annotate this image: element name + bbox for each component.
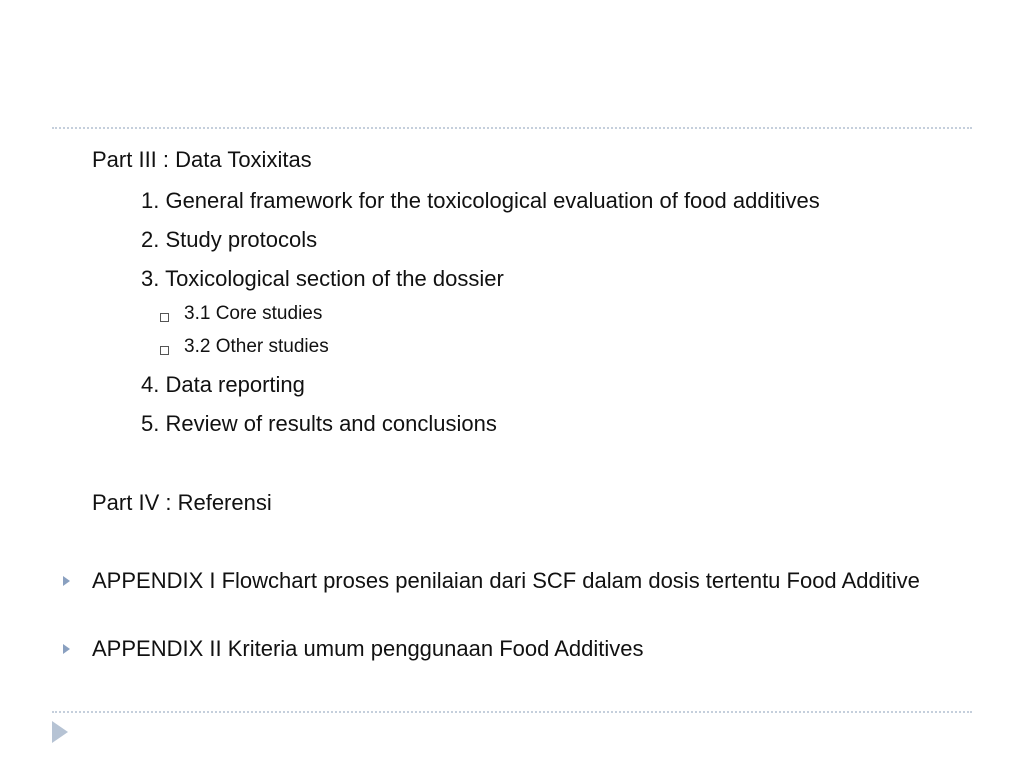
sub-item-3-2: 3.2 Other studies (184, 336, 329, 357)
appendix-2: APPENDIX II Kriteria umum penggunaan Food Additives (92, 636, 644, 661)
bottom-dotted-divider (52, 711, 972, 713)
play-icon[interactable] (52, 721, 68, 743)
top-dotted-divider (52, 127, 972, 129)
square-outline-icon (160, 346, 169, 355)
appendix-1: APPENDIX I Flowchart proses penilaian dari SCF dalam dosis tertentu Food Additive (92, 568, 920, 593)
triangle-right-icon (63, 644, 70, 654)
part-4-heading: Part IV : Referensi (92, 490, 272, 515)
list-item-5: 5. Review of results and conclusions (141, 411, 497, 436)
triangle-right-icon (63, 576, 70, 586)
part-3-heading: Part III : Data Toxixitas (92, 147, 312, 172)
list-item-2: 2. Study protocols (141, 227, 318, 252)
sub-item-3-1: 3.1 Core studies (184, 303, 323, 324)
list-item-3: 3. Toxicological section of the dossier (141, 266, 504, 291)
list-item-1: 1. General framework for the toxicological evaluation of food additives (141, 188, 820, 213)
list-item-4: 4. Data reporting (141, 372, 305, 397)
square-outline-icon (160, 313, 169, 322)
